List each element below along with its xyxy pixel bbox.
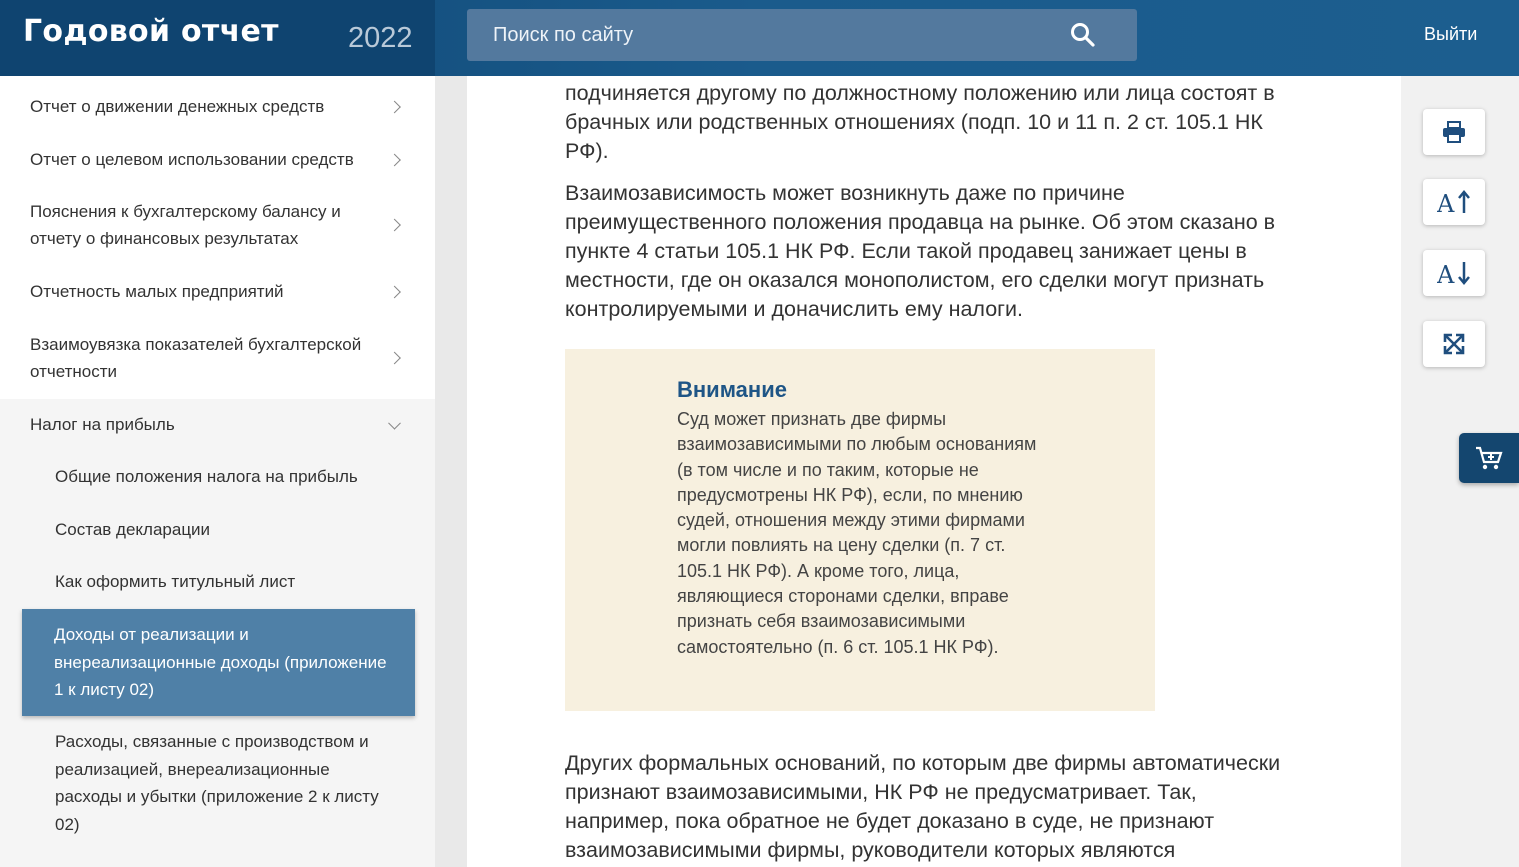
article-paragraph: Других формальных оснований, по которым две фирмы автоматически признают взаимозависимыми, НК РФ не предусматривает. Так, например, пока обратное не будет доказано в суде, не признают взаимозависимыми фирмы, руководители которых являются	[565, 751, 1281, 862]
sidebar-item-label: Отчет о движении денежных средств	[30, 97, 325, 116]
sidebar-item-profit-tax[interactable]	[0, 411, 435, 438]
sidebar-item-label: Пояснения к бухгалтерскому балансу и отчету о финансовых результатах	[30, 202, 341, 248]
sidebar-section-reports	[0, 76, 435, 399]
chevron-right-icon	[388, 153, 401, 166]
font-increase-icon	[1437, 188, 1471, 216]
sidebar	[0, 76, 435, 867]
print-icon	[1442, 121, 1466, 143]
svg-text:A: A	[1437, 261, 1455, 287]
font-decrease-button[interactable]	[1423, 250, 1485, 296]
search-input[interactable]	[467, 9, 1067, 61]
chevron-right-icon	[388, 219, 401, 232]
sidebar-item-small-business[interactable]	[0, 278, 435, 305]
sidebar-item-target-use[interactable]	[0, 146, 435, 173]
sidebar-subitem-expenses[interactable]: Расходы, связанные с производством и реализацией, внереализационные расходы и убытки (приложение 2 к листу 02)	[55, 732, 379, 834]
attention-note	[565, 349, 1155, 711]
font-increase-button[interactable]	[1423, 179, 1485, 225]
chevron-right-icon	[388, 352, 401, 365]
logout-button[interactable]: Выйти	[1424, 24, 1478, 44]
search-box	[467, 9, 1137, 61]
search-icon	[1069, 21, 1097, 49]
fullscreen-icon	[1443, 333, 1465, 355]
sidebar-item-label: Отчетность малых предприятий	[30, 282, 284, 301]
sidebar-item-indicators[interactable]	[0, 331, 435, 385]
chevron-right-icon	[388, 285, 401, 298]
chevron-right-icon	[388, 100, 401, 113]
sidebar-item-label: Взаимоувязка показателей бухгалтерской отчетности	[30, 335, 362, 381]
search-button[interactable]	[1069, 21, 1097, 49]
fullscreen-button[interactable]	[1423, 321, 1485, 367]
add-to-cart-button[interactable]	[1459, 433, 1519, 483]
note-title: Внимание	[677, 377, 787, 402]
article-paragraph: подчиняется другому по должностному положению или лица состоят в брачных или родственных отношениях (подп. 10 и 11 п. 2 ст. 105.1 НК РФ).	[565, 81, 1275, 163]
note-text: Суд может признать две фирмы взаимозависимыми по любым основаниям (в том числе и по таким, которые не предусмотрены НК РФ), если, по мнению судей, отношения между этими фирмами могли повлиять на цену сделки (п. 7 ст. 105.1 НК РФ). А кроме того, лица, являющиеся сторонами сделки, вправе признать себя взаимозависимыми самостоятельно (п. 6 ст. 105.1 НК РФ).	[677, 409, 1037, 657]
svg-text:A: A	[1437, 190, 1455, 216]
sidebar-subitem-income[interactable]: Доходы от реализации и внереализационные доходы (приложение 1 к листу 02)	[22, 609, 415, 716]
site-title[interactable]: Годовой отчет	[23, 14, 279, 49]
article-paragraph: Взаимозависимость может возникнуть даже по причине преимущественного положения продавца на рынке. Об этом сказано в пункте 4 статьи 105.1 НК РФ. Если такой продавец занижает цены в местности, где он оказался монополистом, его сделки могут признать контролируемыми и доначислить ему налоги.	[565, 181, 1276, 321]
font-decrease-icon	[1437, 259, 1471, 287]
report-year: 2022	[348, 22, 413, 54]
sidebar-item-label: Налог на прибыль	[30, 415, 175, 434]
header	[0, 0, 1519, 76]
print-button[interactable]	[1423, 109, 1485, 155]
sidebar-item-balance-notes[interactable]	[0, 198, 435, 252]
article-content	[467, 76, 1401, 867]
sidebar-subitem-title-page[interactable]: Как оформить титульный лист	[55, 572, 296, 591]
sidebar-subitem-general[interactable]: Общие положения налога на прибыль	[55, 467, 358, 486]
sidebar-item-label: Отчет о целевом использовании средств	[30, 150, 354, 169]
sidebar-item-cash-flow[interactable]	[0, 93, 435, 120]
brand[interactable]	[0, 0, 435, 76]
chevron-down-icon	[388, 416, 401, 429]
sidebar-subitem-composition[interactable]: Состав декларации	[55, 520, 211, 539]
add-to-cart-icon	[1475, 445, 1503, 471]
